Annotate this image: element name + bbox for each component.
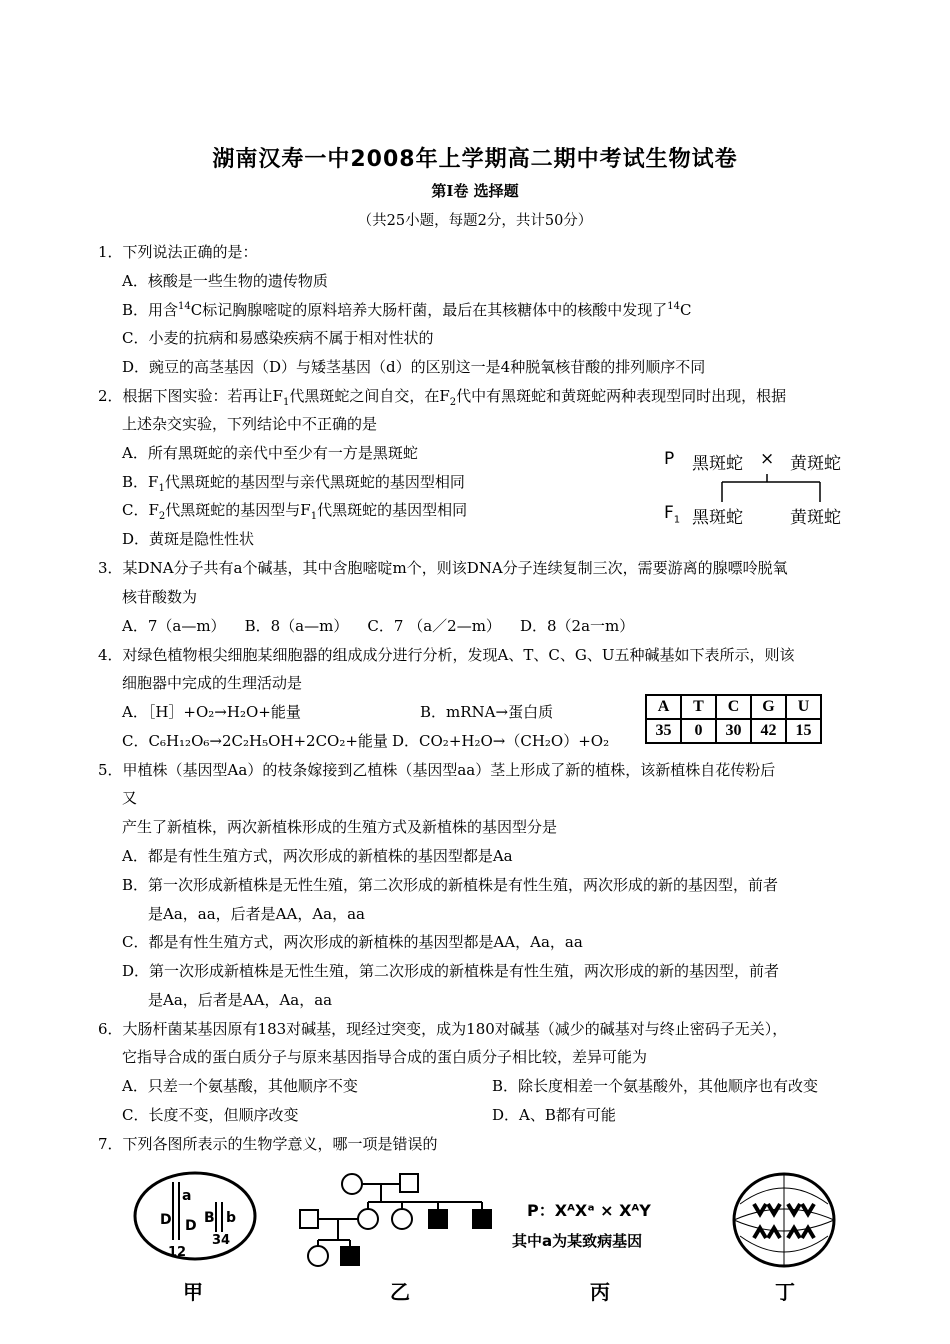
q1-option-c: C．小麦的抗病和易感染疾病不属于相对性状的 bbox=[122, 329, 434, 347]
q5-option-c: C．都是有性生殖方式，两次形成的新植株的基因型都是AA，Aa，aa bbox=[122, 933, 583, 951]
jia-label-b: b bbox=[226, 1210, 237, 1226]
q2-option-b: B．$F_1$代黑斑蛇的基因型与亲代黑斑蛇的基因型相同 bbox=[122, 473, 465, 494]
q6-option-b: B．除长度相差一个氨基酸外，其他顺序也有改变 bbox=[492, 1077, 819, 1095]
q2-diagram-f1-yellow: 黄斑蛇 bbox=[790, 508, 841, 528]
q2-diagram-black-parent: 黑斑蛇 bbox=[692, 454, 743, 474]
q1-option-d: D．豌豆的高茎基因（D）与矮茎基因（d）的区别这一是4种脱氧核苷酸的排列顺序不同 bbox=[122, 358, 706, 376]
q5-option-d-cont: 是Aa，后者是AA，Aa，aa bbox=[148, 991, 333, 1009]
section-note: （共25小题，每题2分，共计50分） bbox=[357, 213, 593, 229]
q2-option-c: C．$F_2$代黑斑蛇的基因型与$F_1$代黑斑蛇的基因型相同 bbox=[122, 501, 468, 522]
q2-diagram-f1: $F_1$ bbox=[664, 503, 681, 526]
page-title: 湖南汉寿一中2008年上学期高二期中考试生物试卷 bbox=[212, 147, 738, 172]
q5-stem-wrap: 又 bbox=[122, 789, 138, 807]
q7-bing-cross: P：XᴬXᵃ × XᴬY bbox=[527, 1201, 651, 1220]
q7-label-bing: 丙 bbox=[590, 1280, 610, 1304]
jia-label-a: a bbox=[182, 1188, 192, 1204]
q7-bing-note: 其中a为某致病基因 bbox=[512, 1232, 643, 1250]
q4-option-b: B．mRNA→蛋白质 bbox=[420, 703, 554, 721]
table-header-cell: C bbox=[716, 695, 751, 719]
q6-option-d: D．A、B都有可能 bbox=[492, 1106, 616, 1124]
jia-nums-left: 12 bbox=[168, 1245, 187, 1260]
q2-option-d: D．黄斑是隐性性状 bbox=[122, 530, 255, 548]
table-cell: 15 bbox=[786, 719, 821, 743]
q7-label-ding: 丁 bbox=[775, 1280, 795, 1304]
q3-stem-cont: 核苷酸数为 bbox=[122, 588, 198, 606]
q2-diagram-lines bbox=[700, 474, 840, 504]
q5-stem: 5．甲植株（基因型Aa）的枝条嫁接到乙植株（基因型aa）茎上形成了新的植株，该新植株自花传粉后 bbox=[98, 761, 776, 779]
table-header-cell: G bbox=[751, 695, 786, 719]
q1-stem: 1．下列说法正确的是： bbox=[98, 243, 258, 261]
section-heading: 第Ⅰ卷 选择题 bbox=[431, 182, 519, 200]
q7-figure-yi bbox=[290, 1170, 500, 1270]
q7-label-yi: 乙 bbox=[390, 1280, 410, 1304]
q1-option-a: A．核酸是一些生物的遗传物质 bbox=[122, 272, 328, 290]
q3-options: A．7（a—m） B．8（a—m） C．7 （a／2—m） D．8（2a一m） bbox=[122, 617, 635, 635]
q5-option-b-cont: 是Aa，aa，后者是AA，Aa，aa bbox=[148, 905, 365, 923]
q2-diagram-yellow-parent: 黄斑蛇 bbox=[790, 454, 841, 474]
q2-diagram-p: P bbox=[664, 449, 675, 469]
q4-option-c: C．C₆H₁₂O₆→2C₂H₅OH+2CO₂+能量 bbox=[122, 732, 388, 750]
table-header-cell: U bbox=[786, 695, 821, 719]
q4-option-a: A．［H］+O₂→H₂O+能量 bbox=[122, 703, 301, 721]
q4-stem-cont: 细胞器中完成的生理活动是 bbox=[122, 674, 303, 692]
q5-option-a: A．都是有性生殖方式，两次形成的新植株的基因型都是Aa bbox=[122, 847, 513, 865]
q2-diagram-f1-black: 黑斑蛇 bbox=[692, 508, 743, 528]
q6-option-a: A．只差一个氨基酸，其他顺序不变 bbox=[122, 1077, 358, 1095]
table-cell: 42 bbox=[751, 719, 786, 743]
q2-diagram-cross: × bbox=[760, 449, 775, 469]
q5-stem-cont: 产生了新植株，两次新植株形成的生殖方式及新植株的基因型分是 bbox=[122, 818, 558, 836]
table-cell: 35 bbox=[646, 719, 681, 743]
jia-label-D-right: D bbox=[185, 1218, 197, 1234]
q6-stem: 6．大肠杆菌某基因原有183对碱基，现经过突变，成为180对碱基（减少的碱基对与终止密码子无关）， bbox=[98, 1020, 788, 1038]
q4-base-table bbox=[645, 694, 822, 744]
q7-figure-ding bbox=[728, 1168, 840, 1274]
q3-stem: 3．某DNA分子共有a个碱基，其中含胞嘧啶m个，则该DNA分子连续复制三次，需要游离的腺嘌呤脱氧 bbox=[98, 559, 788, 577]
q7-label-jia: 甲 bbox=[183, 1280, 203, 1304]
q4-stem: 4．对绿色植物根尖细胞某细胞器的组成成分进行分析，发现A、T、C、G、U五种碱基如下表所示，则该 bbox=[98, 646, 795, 664]
q5-option-b: B．第一次形成新植株是无性生殖，第二次形成的新植株是有性生殖，两次形成的新的基因型，前者 bbox=[122, 876, 779, 894]
q2-option-a: A．所有黑斑蛇的亲代中至少有一方是黑斑蛇 bbox=[122, 444, 418, 462]
jia-label-D-left: D bbox=[160, 1212, 172, 1228]
q6-option-c: C．长度不变，但顺序改变 bbox=[122, 1106, 299, 1124]
q7-figure-jia bbox=[130, 1170, 260, 1266]
q4-option-d: D．CO₂+H₂O→（CH₂O）+O₂ bbox=[392, 732, 610, 750]
jia-label-B: B bbox=[204, 1210, 215, 1226]
q7-stem: 7．下列各图所表示的生物学意义，哪一项是错误的 bbox=[98, 1135, 438, 1153]
table-header-cell: T bbox=[681, 695, 716, 719]
jia-nums-right: 34 bbox=[212, 1233, 231, 1248]
q2-stem: 2．根据下图实验：若再让$F_1$代黑斑蛇之间自交，在$F_2$代中有黑斑蛇和黄斑蛇两种表现型同时出现，根据 bbox=[98, 387, 787, 408]
table-header-cell: A bbox=[646, 695, 681, 719]
table-cell: 0 bbox=[681, 719, 716, 743]
q1-option-b: B．用含$^{14}$C标记胸腺嘧啶的原料培养大肠杆菌，最后在其核糖体中的核酸中发现了$^{14}$C bbox=[122, 301, 692, 319]
q5-option-d: D．第一次形成新植株是无性生殖，第二次形成的新植株是有性生殖，两次形成的新的基因型，前者 bbox=[122, 962, 780, 980]
q2-stem-cont: 上述杂交实验，下列结论中不正确的是 bbox=[122, 415, 378, 433]
table-cell: 30 bbox=[716, 719, 751, 743]
q6-stem-cont: 它指导合成的蛋白质分子与原来基因指导合成的蛋白质分子相比较，差异可能为 bbox=[122, 1048, 648, 1066]
